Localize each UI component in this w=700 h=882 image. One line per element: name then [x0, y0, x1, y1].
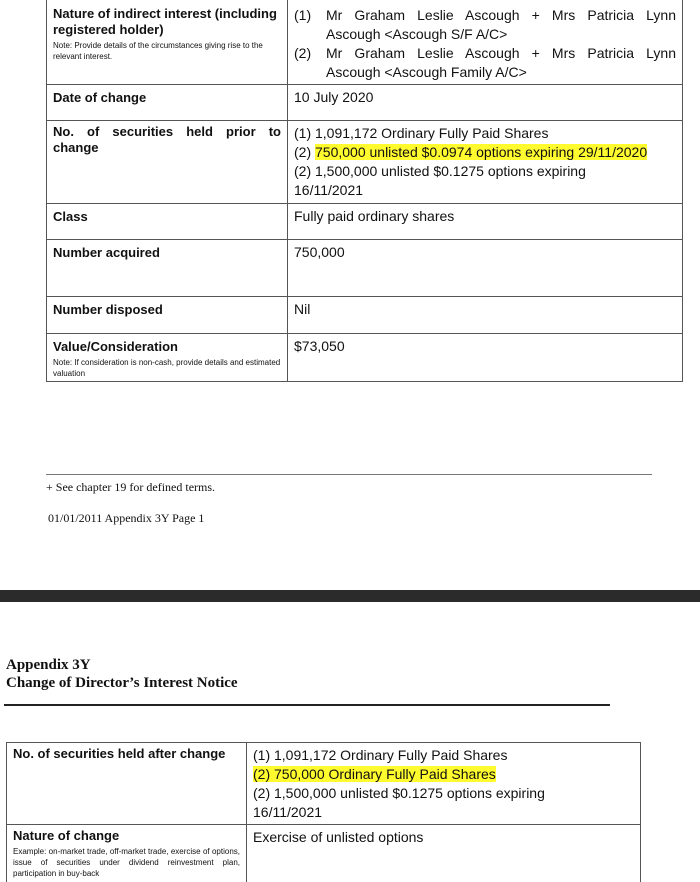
disposed-label: Number disposed [53, 302, 163, 317]
consideration-value-cell [288, 334, 683, 382]
holder-item-2-line2: Ascough <Ascough Family A/C> [326, 64, 527, 80]
nature-value-cell [247, 825, 641, 882]
held-after-line4: 16/11/2021 [253, 804, 323, 820]
acquired-label: Number acquired [53, 245, 160, 260]
page-separator [0, 590, 700, 602]
nature-label-cell [7, 825, 247, 882]
indirect-interest-value-cell [288, 0, 683, 85]
indirect-interest-label: Nature of indirect interest (including registered holder) [53, 6, 277, 37]
holder-item-2 [294, 44, 676, 82]
class-label-cell [47, 204, 288, 240]
disposed-value: Nil [294, 301, 311, 317]
page-footer: 01/01/2011 Appendix 3Y Page 1 [48, 511, 205, 525]
date-value-cell [288, 85, 683, 121]
holder-item-1-text [326, 6, 676, 44]
table-row [47, 121, 683, 204]
acquired-label-cell [47, 240, 288, 297]
holder-item-1 [294, 6, 676, 44]
consideration-note: Note: If consideration is non-cash, provide details and estimated valuation [53, 358, 281, 378]
after-change-table [6, 742, 641, 882]
holder-item-1-line1: Mr Graham Leslie Ascough + Mrs Patricia Lynn [326, 7, 676, 23]
table-row [47, 0, 683, 85]
held-prior-line4: 16/11/2021 [294, 182, 364, 198]
table-row [47, 204, 683, 240]
page-title-line1: Appendix 3Y [6, 657, 91, 673]
consideration-label-cell [47, 334, 288, 382]
disposed-value-cell [288, 297, 683, 334]
held-prior-line1: (1) 1,091,172 Ordinary Fully Paid Shares [294, 125, 549, 141]
table-row [47, 297, 683, 334]
acquired-value-cell [288, 240, 683, 297]
disposed-label-cell [47, 297, 288, 334]
class-label: Class [53, 209, 88, 224]
held-after-label-cell [7, 743, 247, 825]
held-prior-label-cell [47, 121, 288, 204]
holder-item-2-text [326, 44, 676, 82]
interest-table [46, 0, 683, 382]
table-row [47, 334, 683, 382]
indirect-interest-label-cell [47, 0, 288, 85]
held-prior-label: No. of securities held prior to change [53, 124, 281, 155]
nature-label: Nature of change [13, 828, 120, 843]
table-row [7, 825, 641, 882]
page-title-line2: Change of Director’s Interest Notice [6, 675, 238, 691]
consideration-value: $73,050 [294, 338, 345, 354]
held-prior-line2-prefix: (2) [294, 144, 315, 160]
held-after-line2 [253, 765, 634, 784]
table-row [7, 743, 641, 825]
heading-divider [4, 704, 610, 706]
nature-note: Example: on-market trade, off-market trade, exercise of options, issue of securities under dividend reinvestment plan, participation in buy-back [13, 847, 240, 878]
held-prior-line3: (2) 1,500,000 unlisted $0.1275 options expiring [294, 163, 586, 179]
nature-value: Exercise of unlisted options [253, 829, 424, 845]
date-label-cell [47, 85, 288, 121]
held-after-label: No. of securities held after change [13, 746, 226, 761]
holder-item-2-line1: Mr Graham Leslie Ascough + Mrs Patricia Lynn [326, 45, 676, 61]
date-label: Date of change [53, 90, 147, 105]
held-prior-line2 [294, 143, 676, 162]
table-row [47, 240, 683, 297]
indirect-interest-note: Note: Provide details of the circumstances giving rise to the relevant interest. [53, 41, 263, 61]
footnote: + See chapter 19 for defined terms. [46, 480, 216, 494]
footer-divider [46, 474, 652, 475]
class-value: Fully paid ordinary shares [294, 208, 455, 224]
page-title [6, 656, 238, 692]
held-after-line1: (1) 1,091,172 Ordinary Fully Paid Shares [253, 747, 508, 763]
table-row [47, 85, 683, 121]
holder-item-1-line2: Ascough <Ascough S/F A/C> [326, 26, 508, 42]
document-page-2 [0, 602, 700, 882]
class-value-cell [288, 204, 683, 240]
acquired-value: 750,000 [294, 244, 345, 260]
date-value: 10 July 2020 [294, 89, 374, 105]
held-after-highlight: (2) 750,000 Ordinary Fully Paid Shares [253, 766, 496, 782]
held-prior-value-cell [288, 121, 683, 204]
held-after-value-cell [247, 743, 641, 825]
held-prior-highlight: 750,000 unlisted $0.0974 options expiring 29/11/2020 [315, 144, 648, 160]
consideration-label: Value/Consideration [53, 339, 178, 354]
holder-item-2-number: (2) [294, 45, 312, 61]
holder-item-1-number: (1) [294, 7, 312, 23]
held-after-line3: (2) 1,500,000 unlisted $0.1275 options expiring [253, 785, 545, 801]
